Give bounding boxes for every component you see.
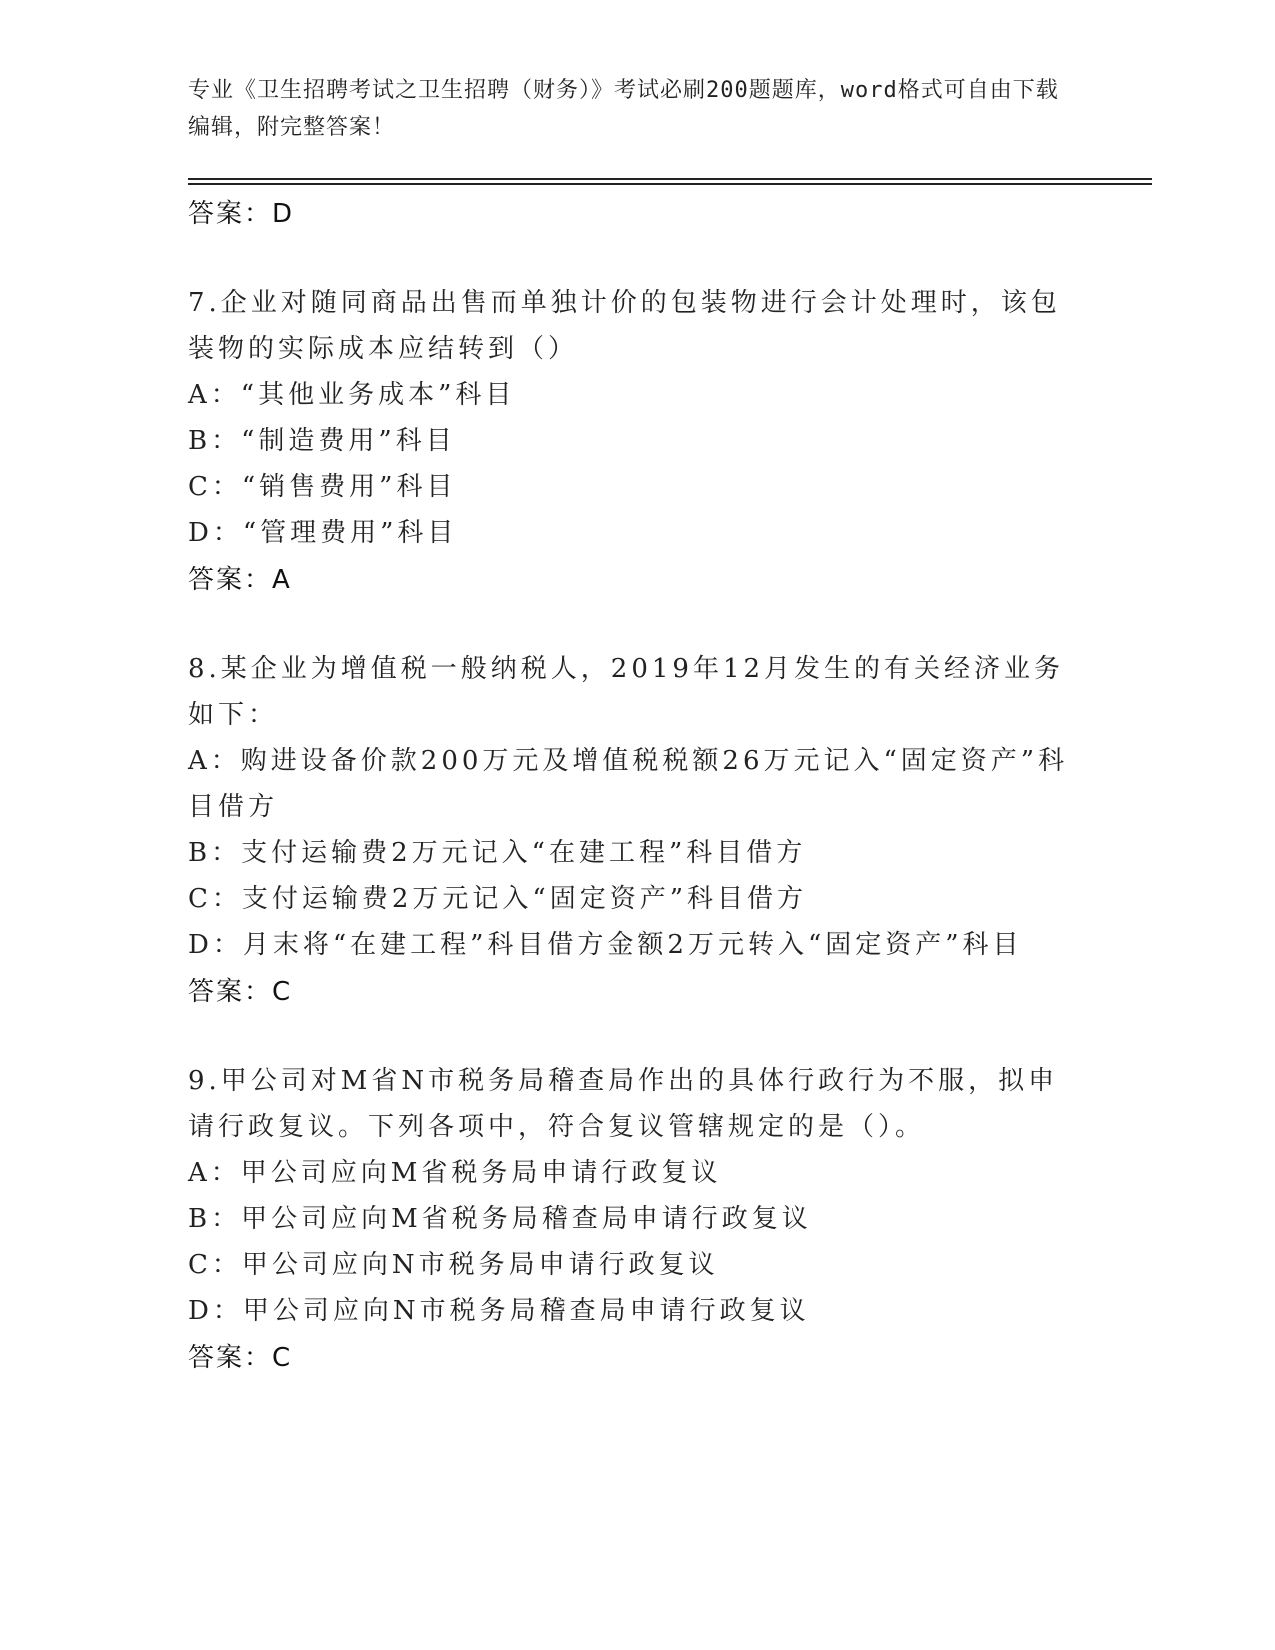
option-a: A：购进设备价款200万元及增值税税额26万元记入“固定资产”科目借方	[188, 746, 1069, 822]
question-list	[188, 190, 1088, 1382]
option-d: D：甲公司应向N市税务局稽查局申请行政复议	[188, 1296, 810, 1326]
option-c: C：支付运输费2万元记入“固定资产”科目借方	[188, 884, 808, 914]
option-b: B：“制造费用”科目	[188, 426, 456, 456]
document-header: 专业《卫生招聘考试之卫生招聘（财务）》考试必刷200题题库，word格式可自由下载编辑，附完整答案！	[188, 78, 1059, 140]
question-answer: 答案：A	[188, 565, 292, 595]
header-divider-top	[188, 178, 1152, 180]
option-c: C：甲公司应向N市税务局申请行政复议	[188, 1250, 719, 1280]
question-text: 7.企业对随同商品出售而单独计价的包装物进行会计处理时，该包装物的实际成本应结转到（）	[188, 288, 1061, 364]
question-text: 8.某企业为增值税一般纳税人，2019年12月发生的有关经济业务如下：	[188, 654, 1065, 730]
option-d: D：月末将“在建工程”科目借方金额2万元转入“固定资产”科目	[188, 930, 1023, 960]
question-8	[188, 646, 1088, 1016]
option-c: C：“销售费用”科目	[188, 472, 457, 502]
option-b: B：支付运输费2万元记入“在建工程”科目借方	[188, 838, 807, 868]
option-a: A：“其他业务成本”科目	[188, 380, 516, 410]
question-answer: 答案：C	[188, 977, 293, 1007]
option-b: B：甲公司应向M省税务局稽查局申请行政复议	[188, 1204, 812, 1234]
question-7	[188, 280, 1088, 604]
header-divider-bottom	[188, 183, 1152, 185]
question-text: 9.甲公司对M省N市税务局稽查局作出的具体行政行为不服，拟申请行政复议。下列各项中，符合复议管辖规定的是（）。	[188, 1066, 1059, 1142]
previous-answer: 答案：D	[188, 199, 295, 229]
question-9	[188, 1058, 1088, 1382]
option-a: A：甲公司应向M省税务局申请行政复议	[188, 1158, 722, 1188]
question-answer: 答案：C	[188, 1343, 293, 1373]
option-d: D：“管理费用”科目	[188, 518, 458, 548]
